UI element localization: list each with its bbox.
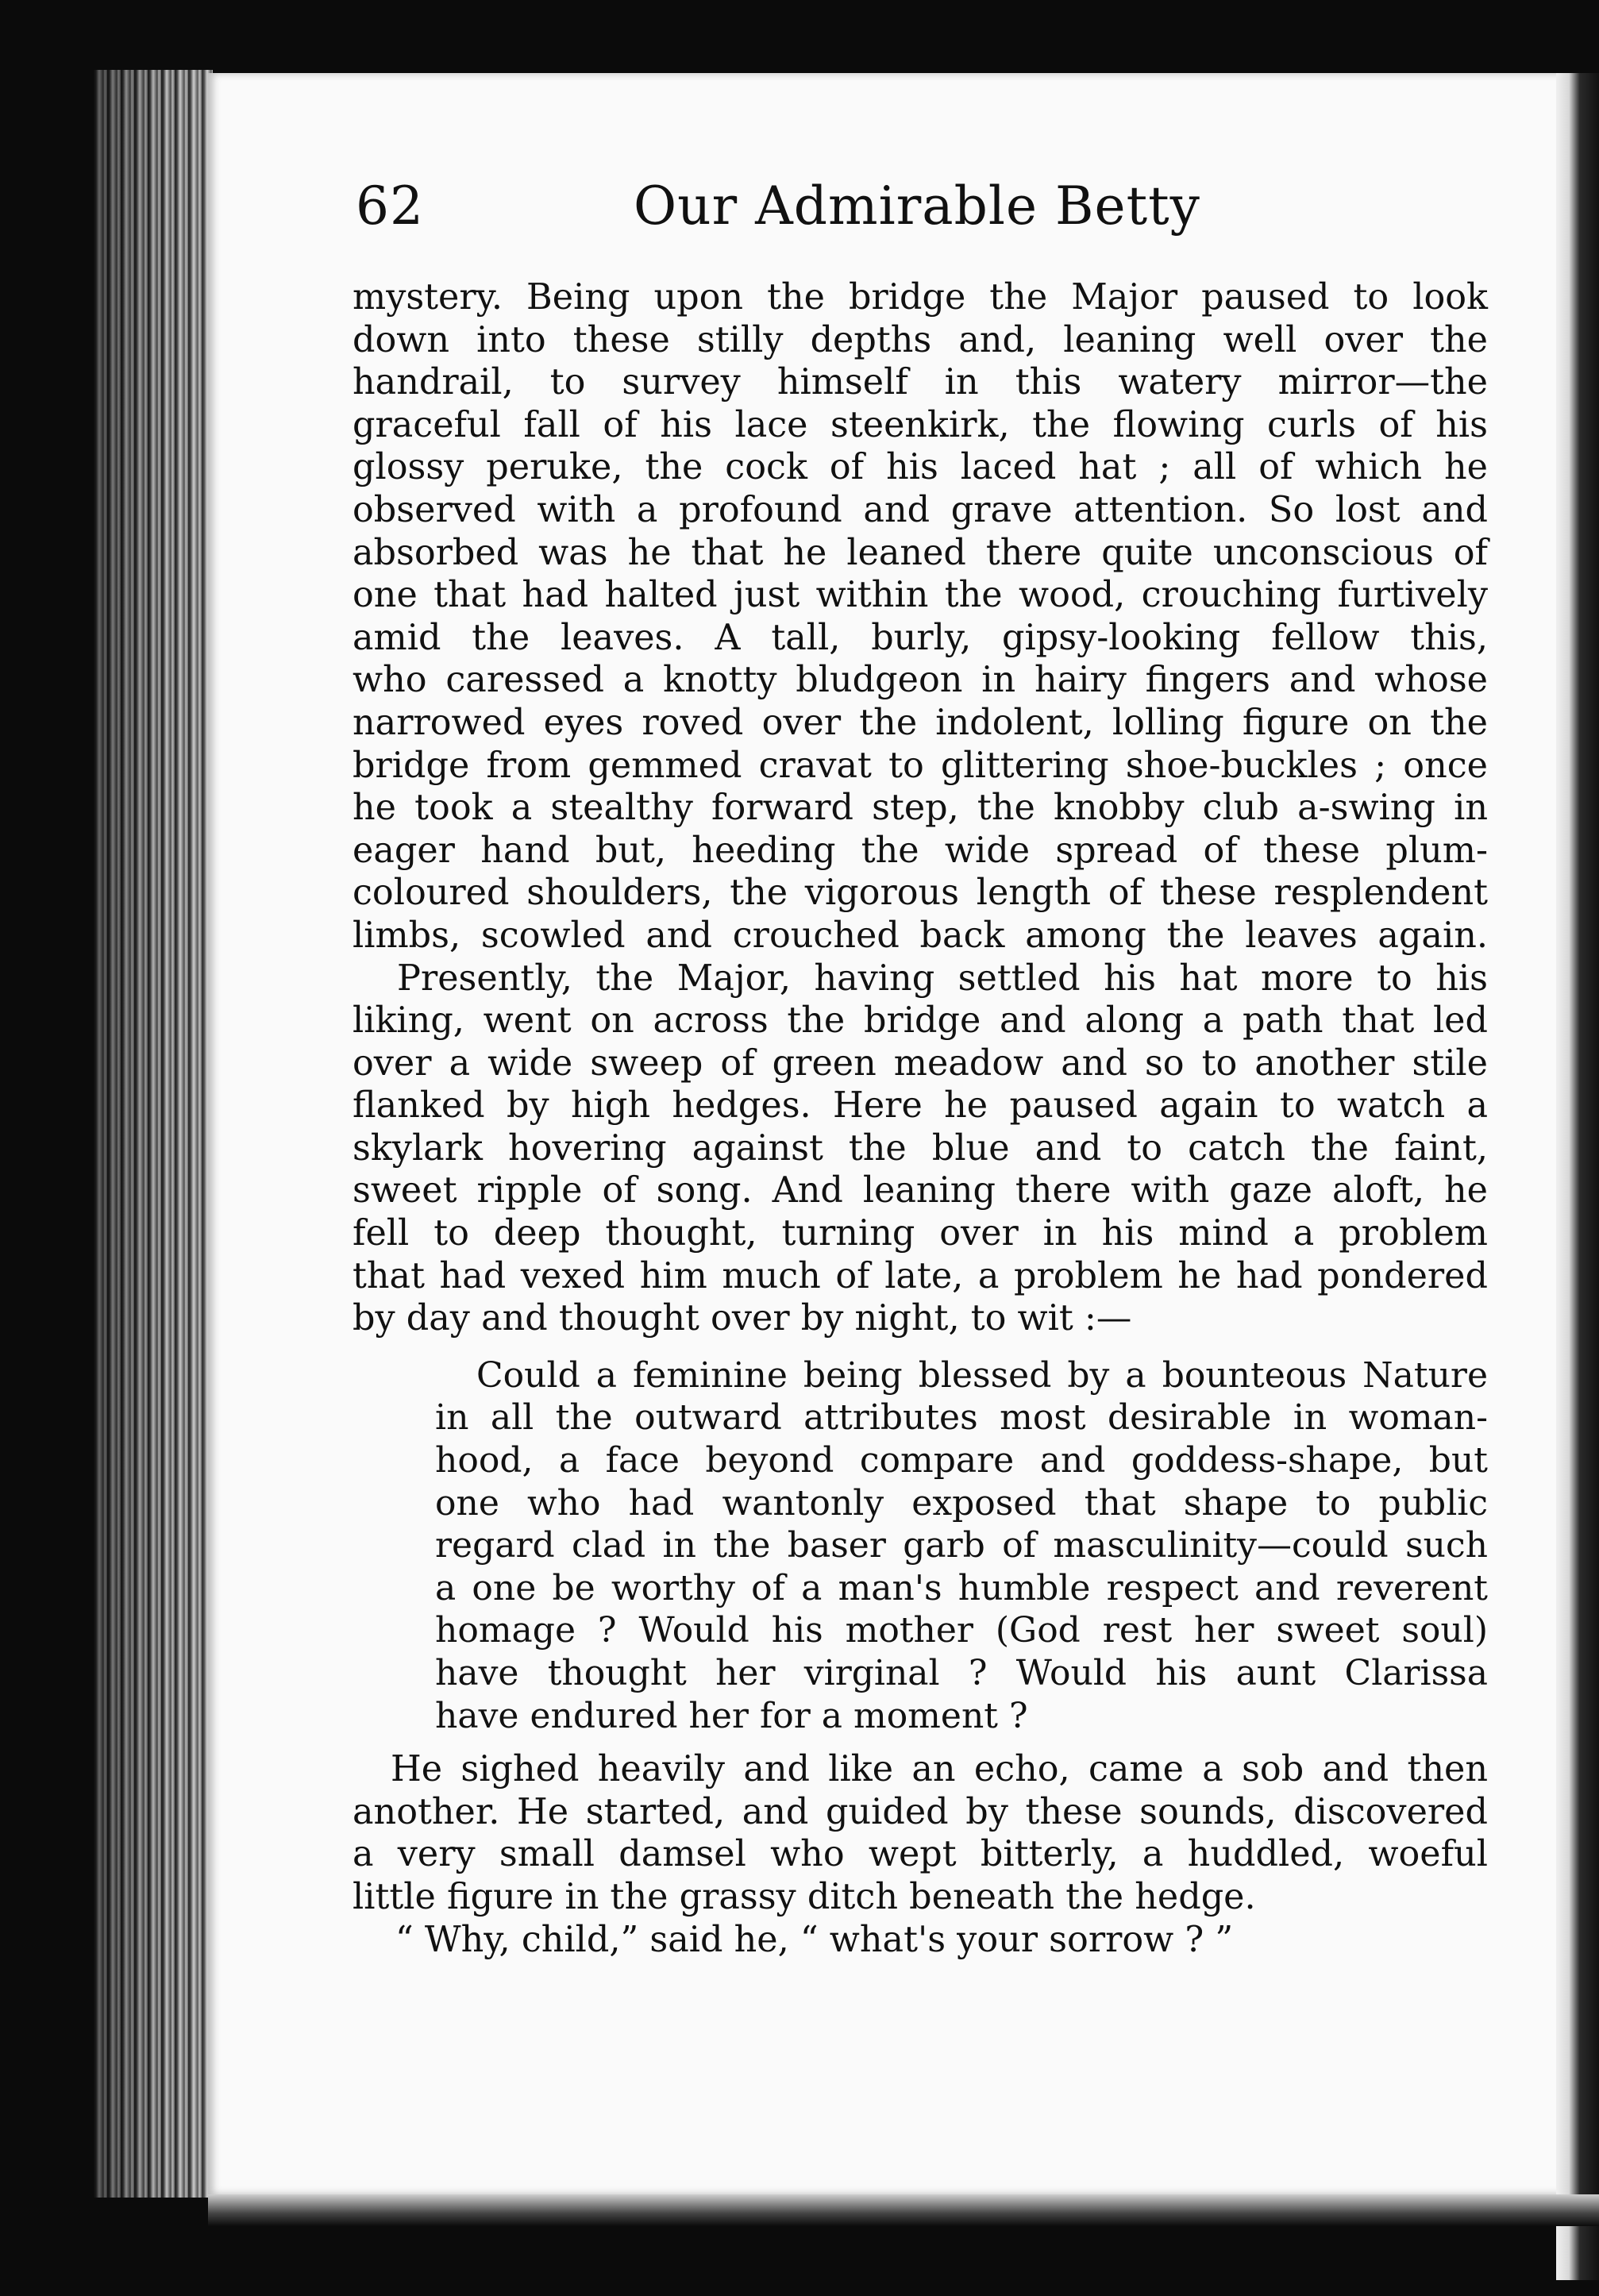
- text-line: observed with a profound and grave attention. So lost and: [353, 489, 1488, 530]
- text-line: flanked by high hedges. Here he paused again to watch a: [353, 1085, 1488, 1127]
- text-line: limbs, scowled and crouched back among the leaves again.: [353, 915, 1488, 956]
- text-line: mystery. Being upon the bridge the Major paused to look: [353, 277, 1488, 318]
- quote-line: a one be worthy of a man's humble respect and reverent: [435, 1567, 1488, 1608]
- quote-line: homage ? Would his mother (God rest her sweet soul): [435, 1610, 1488, 1651]
- quote-line: hood, a face beyond compare and goddess-shape, but: [435, 1440, 1488, 1481]
- paragraph-bridge: [353, 276, 1488, 957]
- text-line: coloured shoulders, the vigorous length of these resplendent: [353, 873, 1488, 914]
- text-line: absorbed was he that he leaned there quite unconscious of: [353, 532, 1488, 573]
- text-line: a very small damsel who wept bitterly, a huddled, woeful: [353, 1834, 1488, 1875]
- text-line: liking, went on across the bridge and along a path that led: [353, 1000, 1488, 1042]
- text-line: fell to deep thought, turning over in his mind a problem: [353, 1213, 1488, 1254]
- text-line: down into these stilly depths and, leaning well over the: [353, 319, 1488, 360]
- text-line: narrowed eyes roved over the indolent, lolling figure on the: [353, 702, 1488, 743]
- text-line: one that had halted just within the wood, crouching furtively: [353, 575, 1488, 616]
- text-line: another. He started, and guided by these sounds, discovered: [353, 1791, 1488, 1832]
- text-line: that had vexed him much of late, a problem he had pondered: [353, 1255, 1488, 1296]
- page-bottom-edge: [208, 2194, 1599, 2226]
- quote-line: regard clad in the baser garb of masculinity—could such: [435, 1525, 1488, 1566]
- text-line: over a wide sweep of green meadow and so to another stile: [353, 1042, 1488, 1084]
- text-line: He sighed heavily and like an echo, came a sob and then: [391, 1749, 1488, 1790]
- quote-line: Could a feminine being blessed by a bounteous Nature: [476, 1354, 1488, 1396]
- dialogue-line: “ Why, child,” said he, “ what's your sorrow ? ”: [395, 1919, 1234, 1960]
- text-line: he took a stealthy forward step, the knobby club a-swing in: [353, 788, 1488, 829]
- page-right-edge: [1556, 73, 1599, 2280]
- quote-line: have thought her virginal ? Would his aunt Clarissa: [435, 1653, 1488, 1693]
- quote-line: one who had wantonly exposed that shape to public: [435, 1482, 1488, 1524]
- quote-line: have endured her for a moment ?: [435, 1695, 1028, 1736]
- running-header: [353, 175, 1488, 270]
- text-line: sweet ripple of song. And leaning there with gaze aloft, he: [353, 1170, 1488, 1212]
- gutter-shadow: [94, 70, 213, 2198]
- running-title: Our Admirable Betty: [634, 175, 1200, 237]
- text-line: graceful fall of his lace steenkirk, the flowing curls of his: [353, 404, 1488, 445]
- text-line: handrail, to survey himself in this watery mirror—the: [353, 362, 1488, 403]
- paragraph-damsel: [353, 1748, 1488, 1961]
- text-line: amid the leaves. A tall, burly, gipsy-looking fellow this,: [353, 617, 1488, 658]
- text-line: Presently, the Major, having settled his hat more to his: [397, 957, 1488, 999]
- text-line: skylark hovering against the blue and to catch the faint,: [353, 1127, 1488, 1169]
- text-line: by day and thought over by night, to wit :—: [353, 1298, 1132, 1339]
- quote-line: in all the outward attributes most desirable in woman-: [435, 1397, 1488, 1439]
- text-line: eager hand but, heeding the wide spread of these plum-: [353, 830, 1488, 871]
- block-quote: [435, 1354, 1488, 1737]
- text-line: little figure in the grassy ditch beneath the hedge.: [353, 1876, 1256, 1917]
- paragraph-meadow: [353, 957, 1488, 1340]
- page-number: 62: [356, 175, 424, 237]
- page-text-block: [353, 175, 1488, 1961]
- text-line: who caressed a knotty bludgeon in hairy fingers and whose: [353, 660, 1488, 701]
- text-line: bridge from gemmed cravat to glittering shoe-buckles ; once: [353, 745, 1488, 786]
- text-line: glossy peruke, the cock of his laced hat ; all of which he: [353, 447, 1488, 488]
